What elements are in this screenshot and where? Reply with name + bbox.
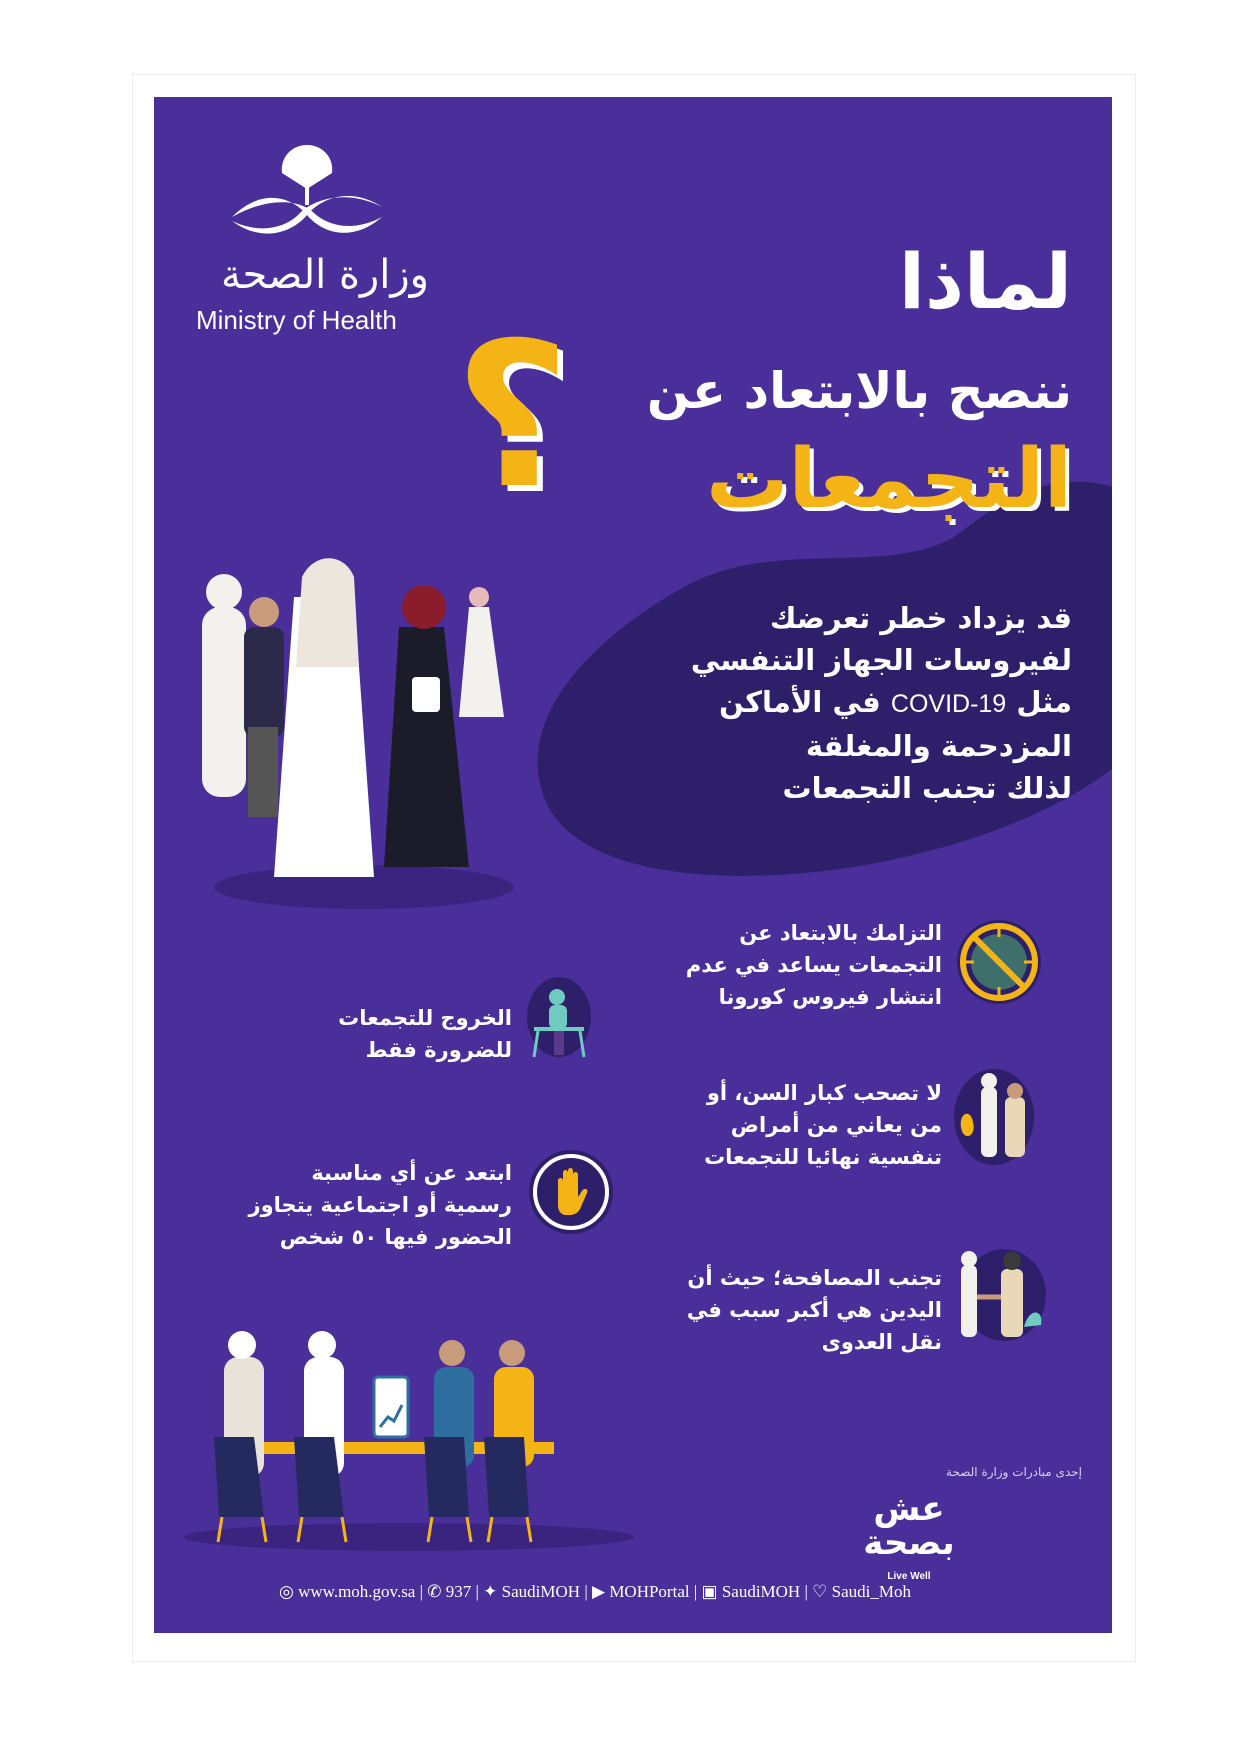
tip-2-text	[252, 1002, 512, 1066]
footer-snapchat[interactable]: Saudi_Moh	[831, 1582, 911, 1601]
tip-4-line-1: ابتعد عن أي مناسبة	[311, 1161, 512, 1185]
tip-1-line-3: انتشار فيروس كورونا	[718, 985, 942, 1009]
tip-3-text	[562, 1077, 942, 1173]
facebook-icon: ▣	[701, 1582, 718, 1601]
tip-4-line-2: رسمية أو اجتماعية يتجاوز	[248, 1193, 512, 1217]
footer-divider: |	[419, 1582, 428, 1601]
twitter-icon: ✦	[483, 1582, 498, 1601]
tip-3-line-3: تنفسية نهائيا للتجمعات	[704, 1145, 942, 1169]
tip-2-line-2: للضرورة فقط	[365, 1038, 512, 1062]
footer-facebook[interactable]: SaudiMOH	[721, 1582, 801, 1601]
moh-logo-icon	[222, 137, 392, 247]
elderly-people-icon	[949, 1067, 1044, 1167]
tip-5-line-3: نقل العدوى	[821, 1330, 942, 1354]
intro-line-3-post: في الأماكن	[719, 685, 881, 719]
live-well-line-2: بصحة	[863, 1523, 955, 1563]
footer-phone[interactable]: 937	[445, 1582, 472, 1601]
meeting-illustration	[174, 1317, 644, 1557]
no-virus-icon	[954, 917, 1044, 1007]
handshake-icon	[949, 1247, 1049, 1347]
question-mark-icon: ؟	[454, 300, 571, 533]
poster	[154, 97, 1112, 1633]
tip-5-line-2: اليدين هي أكبر سبب في	[686, 1298, 942, 1322]
live-well-english: Live Well	[887, 1571, 931, 1582]
footer-divider: |	[475, 1582, 479, 1601]
title-line-3: التجمعات	[706, 432, 1072, 527]
initiative-label: إحدى مبادرات وزارة الصحة	[946, 1465, 1082, 1479]
intro-line-3	[552, 681, 1072, 725]
tip-3-line-2: من يعاني من أمراض	[730, 1113, 942, 1137]
tip-4-line-3: الحضور فيها ٥٠ شخص	[279, 1225, 512, 1249]
live-well-logo	[854, 1489, 964, 1594]
youtube-icon: ▶	[591, 1582, 606, 1601]
person-at-desk-icon	[524, 977, 594, 1062]
footer-twitter[interactable]: SaudiMOH	[501, 1582, 581, 1601]
footer-divider: |	[584, 1582, 592, 1601]
title-line-2: ننصح بالابتعاد عن	[646, 362, 1072, 420]
globe-icon: ◎	[279, 1582, 294, 1601]
footer-website[interactable]: www.moh.gov.sa	[298, 1582, 416, 1601]
title-line-1: لماذا	[898, 237, 1072, 326]
intro-covid-label: COVID-19	[890, 690, 1007, 718]
logo-english-text: Ministry of Health	[196, 305, 397, 335]
tip-4-text	[172, 1157, 512, 1253]
tip-1-line-1: التزامك بالابتعاد عن	[739, 921, 942, 945]
tip-5-line-1: تجنب المصافحة؛ حيث أن	[687, 1266, 942, 1290]
live-well-line-1: عش	[873, 1489, 945, 1529]
intro-line-2: لفيروسات الجهاز التنفسي	[690, 643, 1072, 677]
footer-youtube[interactable]: MOHPortal	[609, 1582, 690, 1601]
stop-hand-icon	[526, 1147, 616, 1237]
intro-line-1: قد يزداد خطر تعرضك	[769, 601, 1072, 635]
intro-line-3-pre: مثل	[1016, 685, 1072, 719]
footer-divider: |	[804, 1582, 813, 1601]
tip-1-line-2: التجمعات يساعد في عدم	[685, 953, 942, 977]
intro-text-block	[552, 597, 1072, 809]
logo-arabic-text: وزارة الصحة	[221, 252, 429, 298]
intro-line-4: المزدحمة والمغلقة	[805, 729, 1072, 763]
tip-1-text	[582, 917, 942, 1013]
snapchat-icon: ♡	[812, 1582, 828, 1601]
tip-3-line-1: لا تصحب كبار السن، أو	[706, 1081, 942, 1105]
footer-divider: |	[693, 1582, 702, 1601]
intro-line-5: لذلك تجنب التجمعات	[782, 771, 1072, 805]
crowd-illustration	[184, 537, 524, 917]
footer-contacts	[279, 1582, 911, 1602]
phone-icon: ✆	[427, 1582, 442, 1601]
tip-2-line-1: الخروج للتجمعات	[338, 1006, 512, 1030]
